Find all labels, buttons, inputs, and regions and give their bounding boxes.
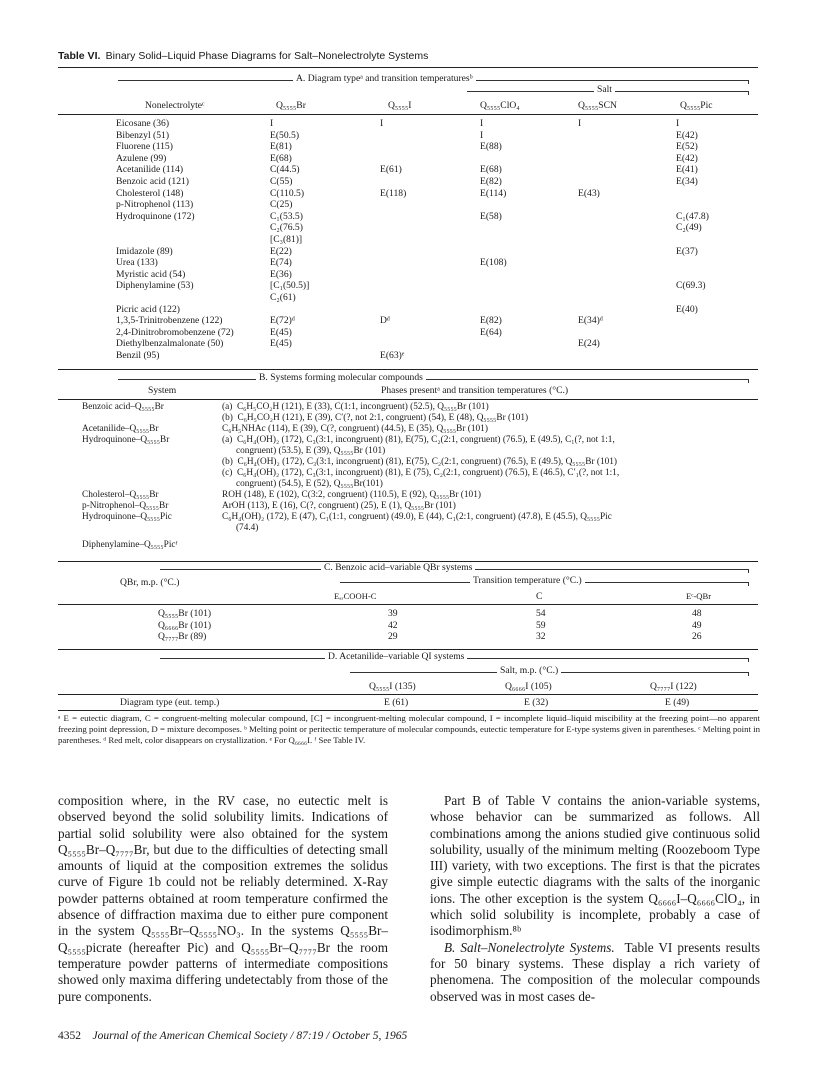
- salt-label: Salt: [594, 84, 615, 95]
- part-d-header-1: Q₆₆₆₆I (105): [505, 681, 552, 692]
- table-cell: E(42): [676, 152, 698, 164]
- nonelectrolyte-name: Cholesterol (148): [116, 187, 184, 199]
- table-cell: E(114): [480, 187, 507, 199]
- system-name: Diphenylamine–Q₅₅₅₅Picᶠ: [82, 540, 178, 550]
- nonelectrolyte-name: 1,3,5-Trinitrobenzene (122): [116, 315, 223, 327]
- table-cell: E(45): [270, 338, 292, 350]
- table-label: Table VI.: [58, 50, 101, 62]
- table-cell: E(63)ᵉ: [380, 350, 405, 361]
- transition-value: 32: [536, 631, 546, 642]
- salt-header: Q₅₅₅₅Br: [276, 100, 306, 111]
- part-b-title: B. Systems forming molecular compounds: [256, 372, 426, 383]
- sub-header-e-qbr: Eᶜ-QBr: [686, 591, 712, 601]
- part-d-value-1: E (32): [524, 697, 549, 708]
- part-a-header-rule: [58, 114, 758, 115]
- table-cell: C₁(53.5): [270, 210, 303, 222]
- table-cell: E(24): [578, 338, 600, 350]
- body-column-left: [58, 793, 388, 1005]
- table-top-rule: [58, 67, 758, 68]
- col-transition: Transition temperature (°C.): [470, 575, 585, 586]
- transition-value: 59: [536, 619, 546, 631]
- part-d-header-rule: [58, 694, 758, 695]
- transition-value: 54: [536, 608, 546, 619]
- transition-value: 49: [692, 619, 702, 631]
- table-cell: E(52): [676, 141, 698, 153]
- col-phases: Phases presentᵃ and transition temperatures (°C.): [381, 385, 569, 396]
- table-bottom-rule: [58, 710, 758, 711]
- part-d-value-2: E (49): [665, 697, 690, 708]
- table-cell: E(40): [676, 303, 698, 315]
- transition-tick: [748, 582, 749, 586]
- table-cell: E(82): [480, 315, 502, 327]
- transition-value: 39: [388, 608, 398, 619]
- table-cell: E(82): [480, 176, 502, 187]
- part-b-header-rule: [58, 399, 758, 400]
- part-d-tick: [748, 658, 749, 662]
- table-cell: C(55): [270, 176, 293, 187]
- table-cell: E(45): [270, 326, 292, 338]
- table-cell: E(43): [578, 187, 600, 199]
- phase-description: congruent) (54.5), E (52), Q₅₅₅₅Br(101): [222, 479, 383, 489]
- table-cell: [C₃(81)]: [270, 234, 303, 245]
- system-name: Acetanilide–Q₅₅₅₅Br: [82, 424, 159, 434]
- table-cell: I: [380, 118, 384, 129]
- part-a-title: A. Diagram typeᵃ and transition temperaturesᵇ: [293, 73, 476, 84]
- part-a-bottom-rule: [58, 369, 758, 370]
- table-cell: E(68): [270, 152, 292, 164]
- nonelectrolyte-name: Imidazole (89): [116, 245, 173, 257]
- table-cell: I: [578, 118, 582, 129]
- table-cell: E(37): [676, 245, 698, 257]
- transition-value: 42: [388, 619, 398, 631]
- phase-description: ArOH (113), E (16), C(?, congruent) (25), E (1), Q₅₅₅₅Br (101): [222, 501, 456, 511]
- page-number: 4352: [58, 1030, 81, 1042]
- table-footnotes: ᵃ E = eutectic diagram, C = congruent-melting molecular compound, [C] = incongruent-melting molecular compound, I = incomplete liquid–liquid miscibility at the freezing point—no apparent freezing point depression, D = mixture decomposes. ᵇ Melting point or peritectic temperature of molecular compounds, eutectic temperature for E-type systems given in parentheses. ᶜ Melting point in parentheses. ᵈ Red melt, color disappears on crystallization. ᵉ For Q₆₆₆₆I. ᶠ See Table IV.: [58, 713, 760, 745]
- system-name: Cholesterol–Q₅₅₅₅Br: [82, 490, 159, 500]
- system-name: Hydroquinone–Q₅₅₅₅Br: [82, 435, 170, 445]
- phase-description: (b) C₆H₅CO₂H (121), E (39), C′(?, not 2:1, congruent) (54), E (48), Q₅₅₅₅Br (101): [222, 413, 529, 423]
- system-name: p-Nitrophenol–Q₅₅₅₅Br: [82, 501, 169, 511]
- transition-value: 29: [388, 631, 398, 642]
- table-cell: E(64): [480, 326, 502, 338]
- nonelectrolyte-name: 2,4-Dinitrobromobenzene (72): [116, 326, 234, 338]
- section-heading: B. Salt–Nonelectrolyte Systems.: [444, 939, 615, 955]
- nonelectrolyte-name: Myristic acid (54): [116, 268, 186, 280]
- salt-tick: [748, 91, 749, 95]
- phase-description: (b) C₆H₄(OH)₂ (172), C₃(3:1, incongruent) (81), E(75), C₂(2:1, congruent) (76.5), E (49.5), Q₅₅₅₅Br (101): [222, 457, 618, 467]
- table-cell: Dᵈ: [380, 315, 390, 327]
- salt-header: Q₅₅₅₅I: [388, 100, 412, 111]
- table-cell: C₂(76.5): [270, 222, 303, 234]
- table-cell: E(42): [676, 129, 698, 141]
- table-cell: I: [270, 118, 274, 129]
- system-name: Hydroquinone–Q₅₅₅₅Pic: [82, 512, 172, 522]
- table-cell: C(44.5): [270, 164, 300, 176]
- col-salt-mp: Salt, m.p. (°C.): [497, 665, 561, 676]
- part-d-header-0: Q₅₅₅₅I (135): [369, 681, 416, 692]
- table-cell: [C₁(50.5)]: [270, 280, 310, 292]
- part-c-tick: [748, 569, 749, 573]
- table-cell: I: [676, 118, 680, 129]
- table-cell: E(81): [270, 141, 292, 153]
- phase-description: (a) C₆H₅CO₂H (121), E (33), C(1:1, incongruent) (52.5), Q₅₅₅₅Br (101): [222, 402, 489, 412]
- table-cell: C(69.3): [676, 280, 706, 292]
- nonelectrolyte-name: Picric acid (122): [116, 303, 180, 315]
- part-b-rule: [118, 379, 748, 380]
- table-cell: C₂(61): [270, 292, 296, 303]
- phase-description: C₆H₄(OH)₂ (172), E (47), C₁(1:1, congruent) (49.0), E (44), C₁(2:1, congruent) (47.8), E (45.5), Q₅₅₅₅Pic: [222, 512, 612, 522]
- table-cell: E(34)ᵈ: [578, 315, 603, 327]
- phase-description: (a) C₆H₄(OH)₂ (172), C₃(3:1, incongruent) (81), E(75), C₂(2:1, congruent) (76.5), E (49.5), C₁(?, not 1:1,: [222, 435, 615, 445]
- nonelectrolyte-name: p-Nitrophenol (113): [116, 199, 194, 211]
- qbr-name: Q₇₇₇₇Br (89): [158, 631, 207, 642]
- phase-description: (c) C₆H₄(OH)₂ (172), C₃(3:1, incongruent) (81), E (75), C₂(2:1, congruent) (76.5), E (46.5), C′₁(?, not 1:1,: [222, 468, 620, 478]
- body-right-paragraph-2: Table VI presents results for 50 binary systems. These display a rich variety of phenomena. The composition of the molecular compounds observed was in most cases de-: [430, 939, 761, 1004]
- table-cell: E(58): [480, 210, 502, 222]
- nonelectrolyte-name: Benzoic acid (121): [116, 176, 189, 187]
- part-d-value-0: E (61): [384, 697, 409, 708]
- nonelectrolyte-name: Urea (133): [116, 257, 158, 269]
- part-b-tick: [748, 379, 749, 383]
- nonelectrolyte-name: Benzil (95): [116, 350, 160, 361]
- table-cell: I: [480, 118, 484, 129]
- table-cell: C(25): [270, 199, 293, 211]
- qbr-name: Q₅₅₅₅Br (101): [158, 608, 212, 619]
- table-cell: E(72)ᵈ: [270, 315, 295, 327]
- phase-description: congruent) (53.5), E (39), Q₅₅₅₅Br (101): [222, 446, 386, 456]
- part-c-bottom-rule: [58, 649, 758, 650]
- salt-mp-tick: [748, 672, 749, 676]
- table-cell: E(41): [676, 164, 698, 176]
- nonelectrolyte-name: Azulene (99): [116, 152, 167, 164]
- phase-description: ROH (148), E (102), C(3:2, congruent) (110.5), E (92), Q₅₅₅₅Br (101): [222, 490, 481, 500]
- part-a-tick: [748, 80, 749, 84]
- part-c-title: C. Benzoic acid–variable QBr systems: [321, 562, 475, 573]
- table-cell: E(22): [270, 245, 292, 257]
- sub-header-c: C: [536, 591, 543, 602]
- table-cell: E(118): [380, 187, 407, 199]
- journal-citation: Journal of the American Chemical Society / 87:19 / October 5, 1965: [92, 1030, 408, 1042]
- salt-header: Q₅₅₅₅ClO₄: [480, 100, 520, 111]
- phase-description: C₆H₅NHAc (114), E (39), C(?, congruent) (44.5), E (35), Q₅₅₅₅Br (101): [222, 424, 488, 434]
- salt-header: Q₅₅₅₅SCN: [578, 100, 617, 111]
- col-qbr-mp: QBr, m.p. (°C.): [120, 577, 180, 588]
- nonelectrolyte-name: Acetanilide (114): [116, 164, 184, 176]
- nonelectrolyte-name: Diphenylamine (53): [116, 280, 194, 292]
- table-cell: I: [480, 129, 484, 141]
- salt-header: Q₅₅₅₅Pic: [680, 100, 713, 111]
- nonelectrolyte-name: Fluorene (115): [116, 141, 173, 153]
- table-cell: C(110.5): [270, 187, 305, 199]
- body-right-paragraph-1: Part B of Table V contains the anion-variable systems, whose behavior can be summarized as follows. All combinations among the anions studied give continuous solid solubility, usually of the minimum melting (Roozeboom Type III) variety, with two exceptions. The first is that the picrates give simple eutectic diagrams with the salts of the inorganic ions. The other exception is the system Q₆₆₆₆I–Q₆₆₆₆ClO₄, in which solid solubility is incomplete, probably a case of isodimorphism.⁸ᵇ: [430, 793, 760, 939]
- qbr-name: Q₆₆₆₆Br (101): [158, 619, 212, 631]
- system-name: Benzoic acid–Q₅₅₅₅Br: [82, 402, 164, 412]
- nonelectrolyte-name: Eicosane (36): [116, 118, 170, 129]
- table-cell: E(108): [480, 257, 507, 269]
- col-nonelectrolyte: Nonelectrolyteᶜ: [145, 100, 205, 111]
- table-cell: E(50.5): [270, 129, 300, 141]
- table-cell: E(68): [480, 164, 502, 176]
- body-column-right: [430, 793, 760, 1005]
- table-cell: E(36): [270, 268, 292, 280]
- nonelectrolyte-name: Hydroquinone (172): [116, 210, 195, 222]
- body-left-paragraph: composition where, in the RV case, no eutectic melt is observed beyond the solid solubility limits. Indications of partial solid solubility were also obtained for the system Q₅₅₅₅Br–Q₇₇₇₇Br, but due to the difficulties of detecting small amounts of liquid at the composition extremes the solidus curve of Figure 1b could not be reliably determined. X-Ray powder patterns obtained at room temperature confirmed the absence of diffraction maxima due to either pure component in the system Q₅₅₅₅Br–Q₅₅₅₅NO₃. In the systems Q₅₅₅₅Br–Q₅₅₅₅picrate (hereafter Pic) and Q₅₅₅₅Br–Q₇₇₇₇Br the room temperature powder patterns of intermediate compositions showed only maxima differing undetectably from those of the pure components.: [58, 793, 388, 1004]
- table-cell: E(34): [676, 176, 698, 187]
- col-system: System: [148, 385, 177, 396]
- table-cell: C₁(47.8): [676, 210, 709, 222]
- part-d-header-2: Q₇₇₇₇I (122): [650, 681, 697, 692]
- transition-value: 48: [692, 608, 702, 619]
- nonelectrolyte-name: Bibenzyl (51): [116, 129, 170, 141]
- part-d-title: D. Acetanilide–variable QI systems: [325, 651, 467, 662]
- transition-value: 26: [692, 631, 702, 642]
- phase-description: (74.4): [222, 523, 259, 533]
- part-d-row-label: Diagram type (eut. temp.): [120, 697, 220, 708]
- table-cell: E(61): [380, 164, 402, 176]
- table-title: Binary Solid–Liquid Phase Diagrams for Salt–Nonelectrolyte Systems: [105, 50, 429, 62]
- sub-header-e-acid: EₐᵣCOOH-C: [334, 591, 377, 601]
- table-cell: E(88): [480, 141, 502, 153]
- part-c-header-rule: [58, 604, 758, 605]
- table-cell: E(74): [270, 257, 292, 269]
- table-cell: C₂(49): [676, 222, 702, 234]
- table-caption: [58, 50, 428, 62]
- nonelectrolyte-name: Diethylbenzalmalonate (50): [116, 338, 224, 350]
- page-footer: [58, 1030, 407, 1042]
